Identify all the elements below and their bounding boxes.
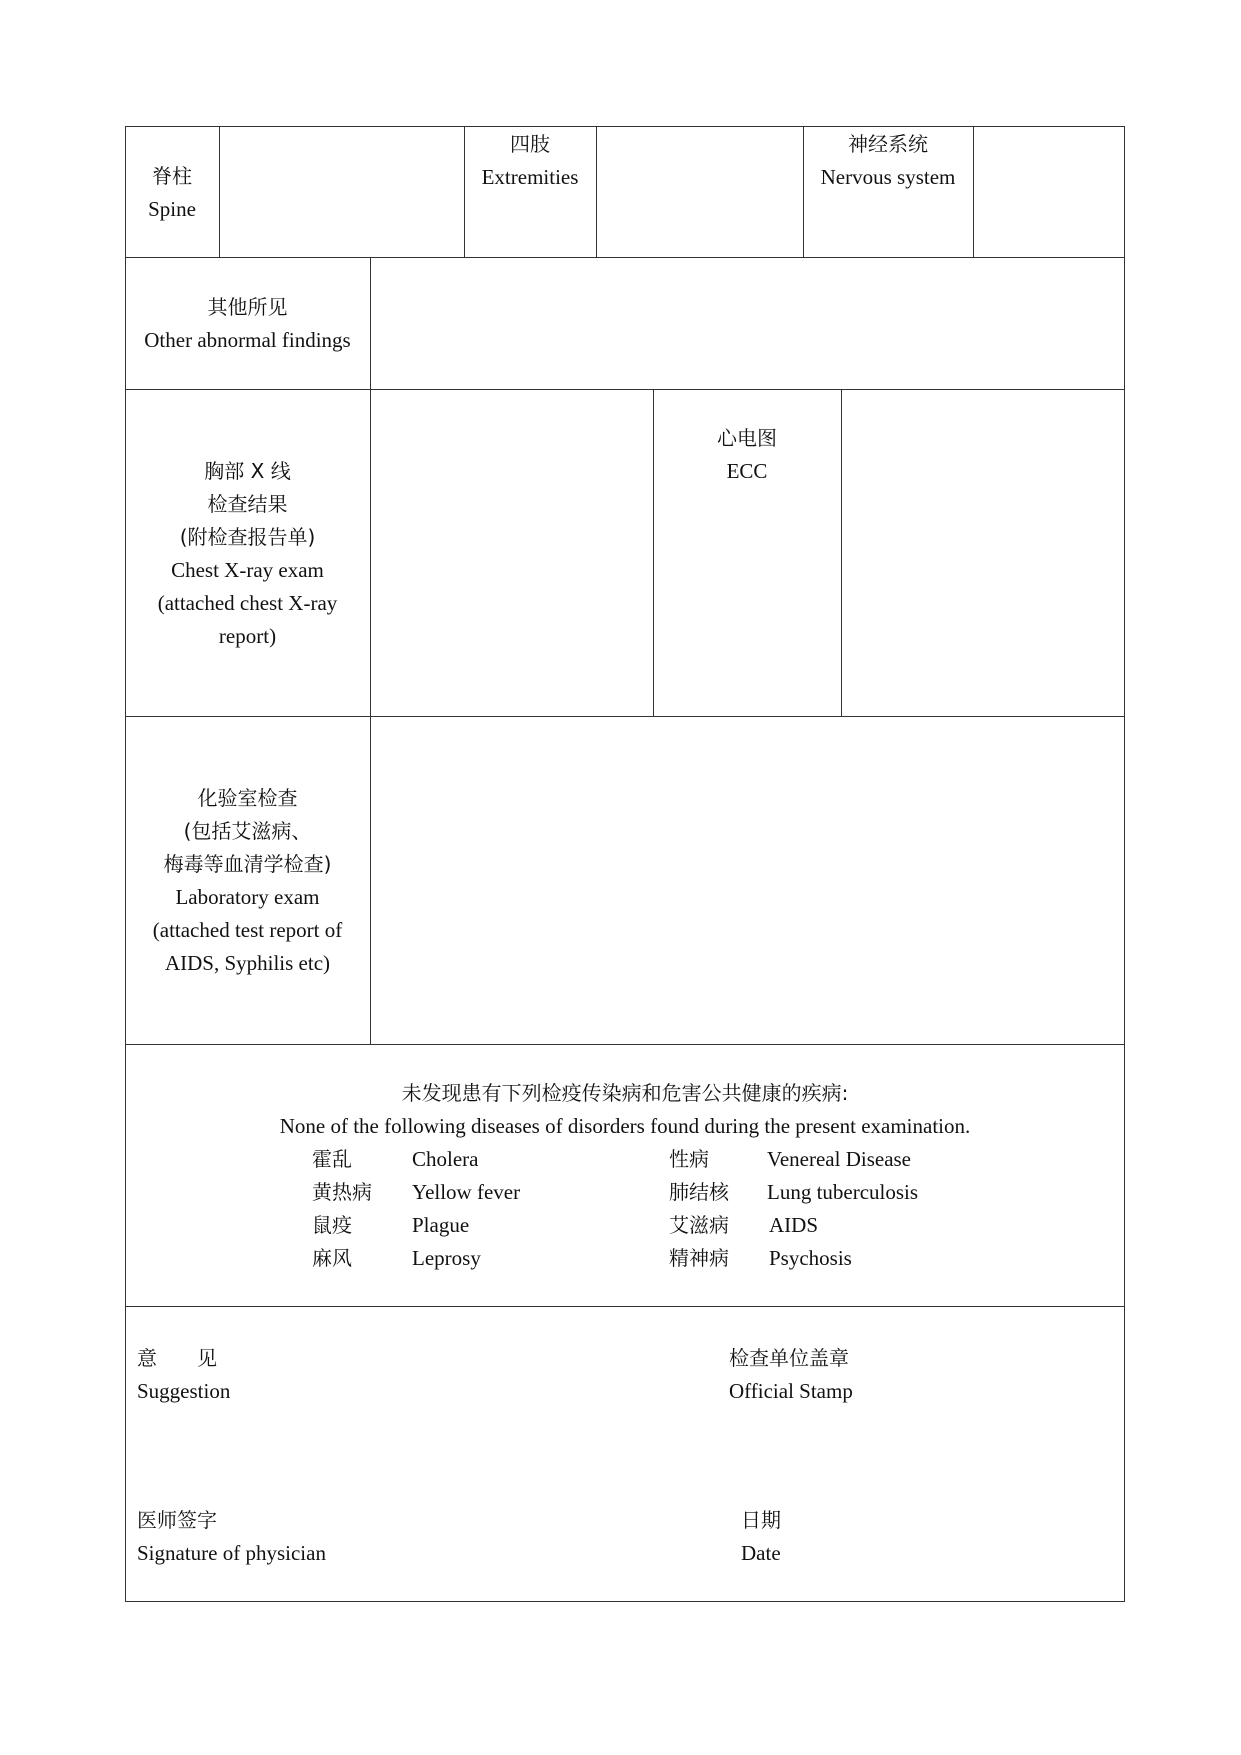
disease-item-en: Venereal Disease <box>767 1147 912 1171</box>
lab-exam-label <box>125 782 370 980</box>
ecg-label-en: ECC <box>726 459 768 483</box>
disease-item-en: AIDS <box>769 1213 819 1237</box>
disease-item-en: Lung tuberculosis <box>767 1180 919 1204</box>
nervous-system-label-en: Nervous system <box>820 165 956 189</box>
nervous-system-label <box>803 128 973 194</box>
physician-signature-label-cn: 医师签字 <box>137 1508 217 1532</box>
diseases-heading-cn: 未发现患有下列检疫传染病和危害公共健康的疾病: <box>401 1081 849 1105</box>
chest-xray-label-cn-2: 检查结果 <box>207 492 288 516</box>
physician-signature-label <box>137 1504 326 1570</box>
lab-exam-label-en-1: Laboratory exam <box>175 885 320 909</box>
extremities-label-cn: 四肢 <box>510 132 550 156</box>
extremities-label <box>464 128 596 194</box>
suggestion-label <box>137 1342 230 1408</box>
disease-item-cn: 鼠疫 <box>312 1213 352 1237</box>
date-label <box>741 1504 781 1570</box>
chest-xray-label-en-1: Chest X-ray exam <box>171 558 324 582</box>
disease-item-en: Plague <box>412 1213 470 1237</box>
disease-item-cn: 肺结核 <box>669 1180 729 1204</box>
chest-xray-label-cn-1: 胸部 X 线 <box>204 459 291 483</box>
disease-item-en: Psychosis <box>769 1246 852 1270</box>
spine-label <box>125 160 219 226</box>
chest-xray-label <box>125 455 370 653</box>
row-divider <box>125 1306 1125 1307</box>
spine-label-en: Spine <box>148 197 196 221</box>
diseases-heading-en: None of the following diseases of disorders found during the present examination. <box>279 1114 971 1138</box>
ecg-label-cn: 心电图 <box>717 426 777 450</box>
lab-exam-label-cn-2: (包括艾滋病、 <box>183 819 312 843</box>
lab-exam-value[interactable] <box>371 717 1124 1043</box>
date-label-en: Date <box>741 1541 781 1565</box>
disease-item-cn: 性病 <box>669 1147 709 1171</box>
official-stamp-label-en: Official Stamp <box>729 1379 853 1403</box>
ecg-label <box>653 422 841 488</box>
date-label-cn: 日期 <box>741 1508 781 1532</box>
lab-exam-label-en-2: (attached test report of <box>152 918 343 942</box>
disease-item-en: Leprosy <box>412 1246 481 1270</box>
lab-exam-label-cn-3: 梅毒等血清学检查) <box>163 852 332 876</box>
spine-label-cn: 脊柱 <box>152 164 192 188</box>
disease-item-cn: 麻风 <box>312 1246 352 1270</box>
ecg-value[interactable] <box>842 390 1124 715</box>
extremities-label-en: Extremities <box>481 165 579 189</box>
chest-xray-label-en-3: report) <box>218 624 277 648</box>
nervous-system-value[interactable] <box>974 127 1124 256</box>
disease-item-cn: 精神病 <box>669 1246 729 1270</box>
disease-item-cn: 艾滋病 <box>669 1213 729 1237</box>
disease-item-cn: 霍乱 <box>312 1147 352 1171</box>
lab-exam-label-cn-1: 化验室检查 <box>197 786 298 810</box>
disease-item-en: Yellow fever <box>412 1180 521 1204</box>
other-findings-label-cn: 其他所见 <box>207 295 288 319</box>
suggestion-label-cn: 意 见 <box>137 1346 217 1370</box>
disease-item-en: Cholera <box>412 1147 479 1171</box>
chest-xray-value[interactable] <box>371 390 652 715</box>
disease-item-cn: 黄热病 <box>312 1180 372 1204</box>
other-findings-value[interactable] <box>371 258 1124 388</box>
nervous-system-label-cn: 神经系统 <box>848 132 928 156</box>
row-divider <box>125 1044 1125 1045</box>
official-stamp-label <box>729 1342 853 1408</box>
extremities-value[interactable] <box>597 127 802 256</box>
suggestion-label-en: Suggestion <box>137 1379 231 1403</box>
chest-xray-label-en-2: (attached chest X-ray <box>157 591 338 615</box>
other-findings-label <box>125 291 370 357</box>
official-stamp-label-cn: 检查单位盖章 <box>729 1346 849 1370</box>
chest-xray-label-cn-3: (附检查报告单) <box>179 525 316 549</box>
lab-exam-label-en-3: AIDS, Syphilis etc) <box>164 951 331 975</box>
spine-value[interactable] <box>220 127 463 256</box>
other-findings-label-en: Other abnormal findings <box>144 328 351 352</box>
physician-signature-label-en: Signature of physician <box>137 1541 326 1565</box>
